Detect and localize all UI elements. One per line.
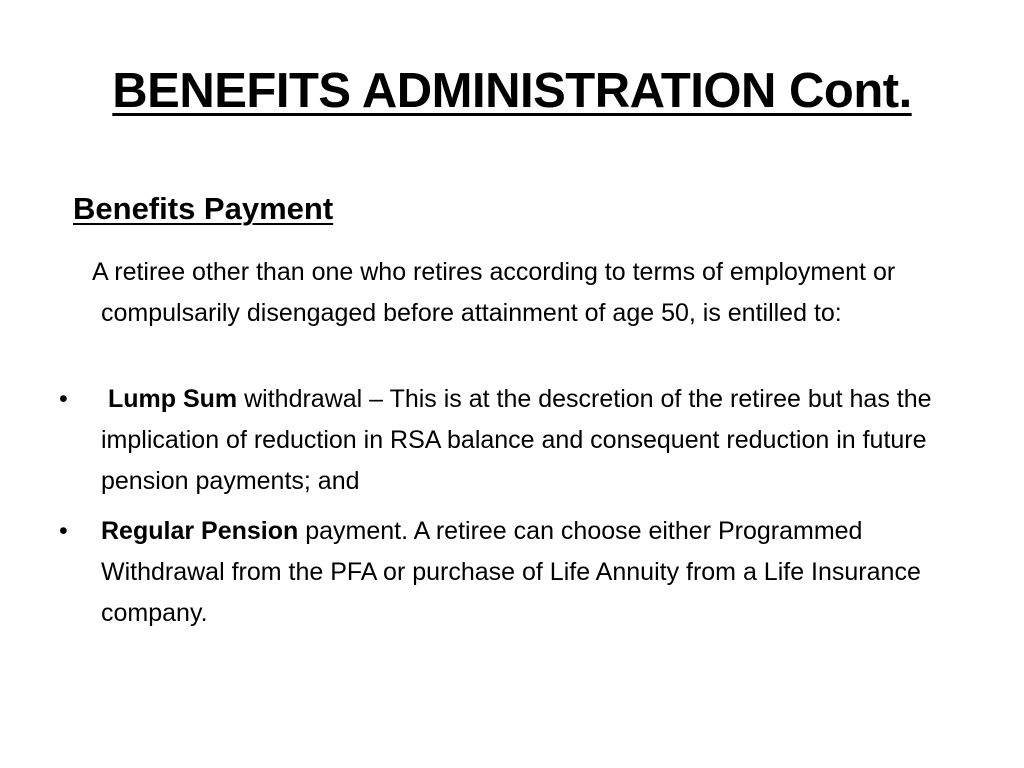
slide-title: BENEFITS ADMINISTRATION Cont. — [112, 64, 912, 118]
bullet-item-regular-pension — [59, 511, 981, 634]
bullet-text: withdrawal – This is at the descretion of the retiree but has the implication of reduction in RSA balance and consequent reduction in future pension payments; and — [101, 385, 932, 495]
intro-paragraph: A retiree other than one who retires according to terms of employment or compulsarily disengaged before attainment of age 50, is entilled to: — [92, 258, 896, 327]
bullet-text: payment. A retiree can choose either Programmed Withdrawal from the PFA or purchase of Life Annuity from a Life Insurance company. — [101, 517, 921, 627]
bullet-symbol: • — [59, 385, 68, 413]
bullet-term: Regular Pension — [101, 517, 299, 545]
bullet-symbol: • — [59, 517, 68, 545]
bullet-list — [59, 379, 981, 643]
section-heading: Benefits Payment — [73, 191, 334, 226]
bullet-term: Lump Sum — [108, 385, 238, 413]
bullet-item-lump-sum — [59, 379, 981, 502]
